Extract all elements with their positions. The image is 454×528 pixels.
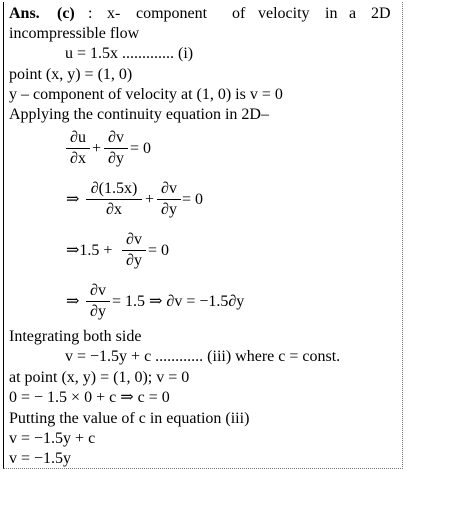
equation-lhs: ⇒1.5 + — [66, 242, 113, 259]
fraction-dv-dy — [104, 128, 128, 169]
heading-word: 2D — [371, 5, 391, 22]
text-line: Putting the value of c in equation (iii) — [9, 410, 250, 427]
equals-zero: = 0 — [130, 140, 152, 157]
plus-sign: + — [92, 140, 102, 157]
implies-arrow: ⇒ — [66, 293, 80, 310]
text-line: Integrating both side — [9, 328, 142, 345]
equation-rhs: = 1.5 ⇒ ∂v = −1.5∂y — [112, 293, 245, 310]
equation-i: u = 1.5x ............. (i) — [65, 45, 194, 62]
heading-word: in — [325, 5, 338, 22]
heading-word: a — [349, 5, 357, 22]
heading-word: component — [136, 5, 208, 22]
fraction-numerator: ∂v — [90, 282, 106, 299]
heading-word: velocity — [258, 5, 310, 22]
text-line: Applying the continuity equation in 2D– — [9, 106, 269, 123]
fraction-denominator: ∂y — [161, 201, 177, 218]
text-line: 0 = − 1.5 × 0 + c ⇒ c = 0 — [9, 389, 170, 406]
equals-zero: = 0 — [148, 242, 170, 259]
text-line: at point (x, y) = (1, 0); v = 0 — [9, 369, 190, 386]
fraction-denominator: ∂x — [70, 150, 86, 167]
fraction-numerator: ∂u — [70, 129, 86, 146]
text-line: point (x, y) = (1, 0) — [9, 66, 133, 83]
heading-word: x- — [107, 5, 121, 22]
fraction-dv-dy — [157, 179, 181, 220]
plus-sign: + — [145, 191, 155, 208]
equation-iii: v = −1.5y + c ............ (iii) where c = const. — [65, 348, 341, 365]
fraction-numerator: ∂v — [161, 180, 177, 197]
heading-word: of — [232, 5, 246, 22]
fraction-d15x-dx — [86, 179, 142, 220]
fraction-dv-dy — [86, 281, 110, 322]
text-line: y – component of velocity at (1, 0) is v = 0 — [9, 86, 283, 103]
fraction-du-dx — [66, 128, 90, 169]
fraction-numerator: ∂v — [126, 231, 142, 248]
fraction-denominator: ∂y — [90, 303, 106, 320]
fraction-denominator: ∂x — [106, 201, 122, 218]
implies-arrow: ⇒ — [66, 191, 80, 208]
text-line: incompressible flow — [9, 25, 140, 42]
answer-option: (c) — [57, 5, 75, 22]
fraction-denominator: ∂y — [126, 252, 142, 269]
fraction-numerator: ∂(1.5x) — [90, 180, 138, 197]
text-line: v = −1.5y + c — [9, 430, 96, 447]
final-result: v = −1.5y — [9, 450, 72, 467]
equals-zero: = 0 — [182, 191, 204, 208]
fraction-denominator: ∂y — [108, 150, 124, 167]
answer-prefix: Ans. — [9, 5, 40, 22]
answer-colon: : — [88, 5, 93, 22]
fraction-dv-dy — [122, 230, 146, 271]
fraction-numerator: ∂v — [108, 129, 124, 146]
